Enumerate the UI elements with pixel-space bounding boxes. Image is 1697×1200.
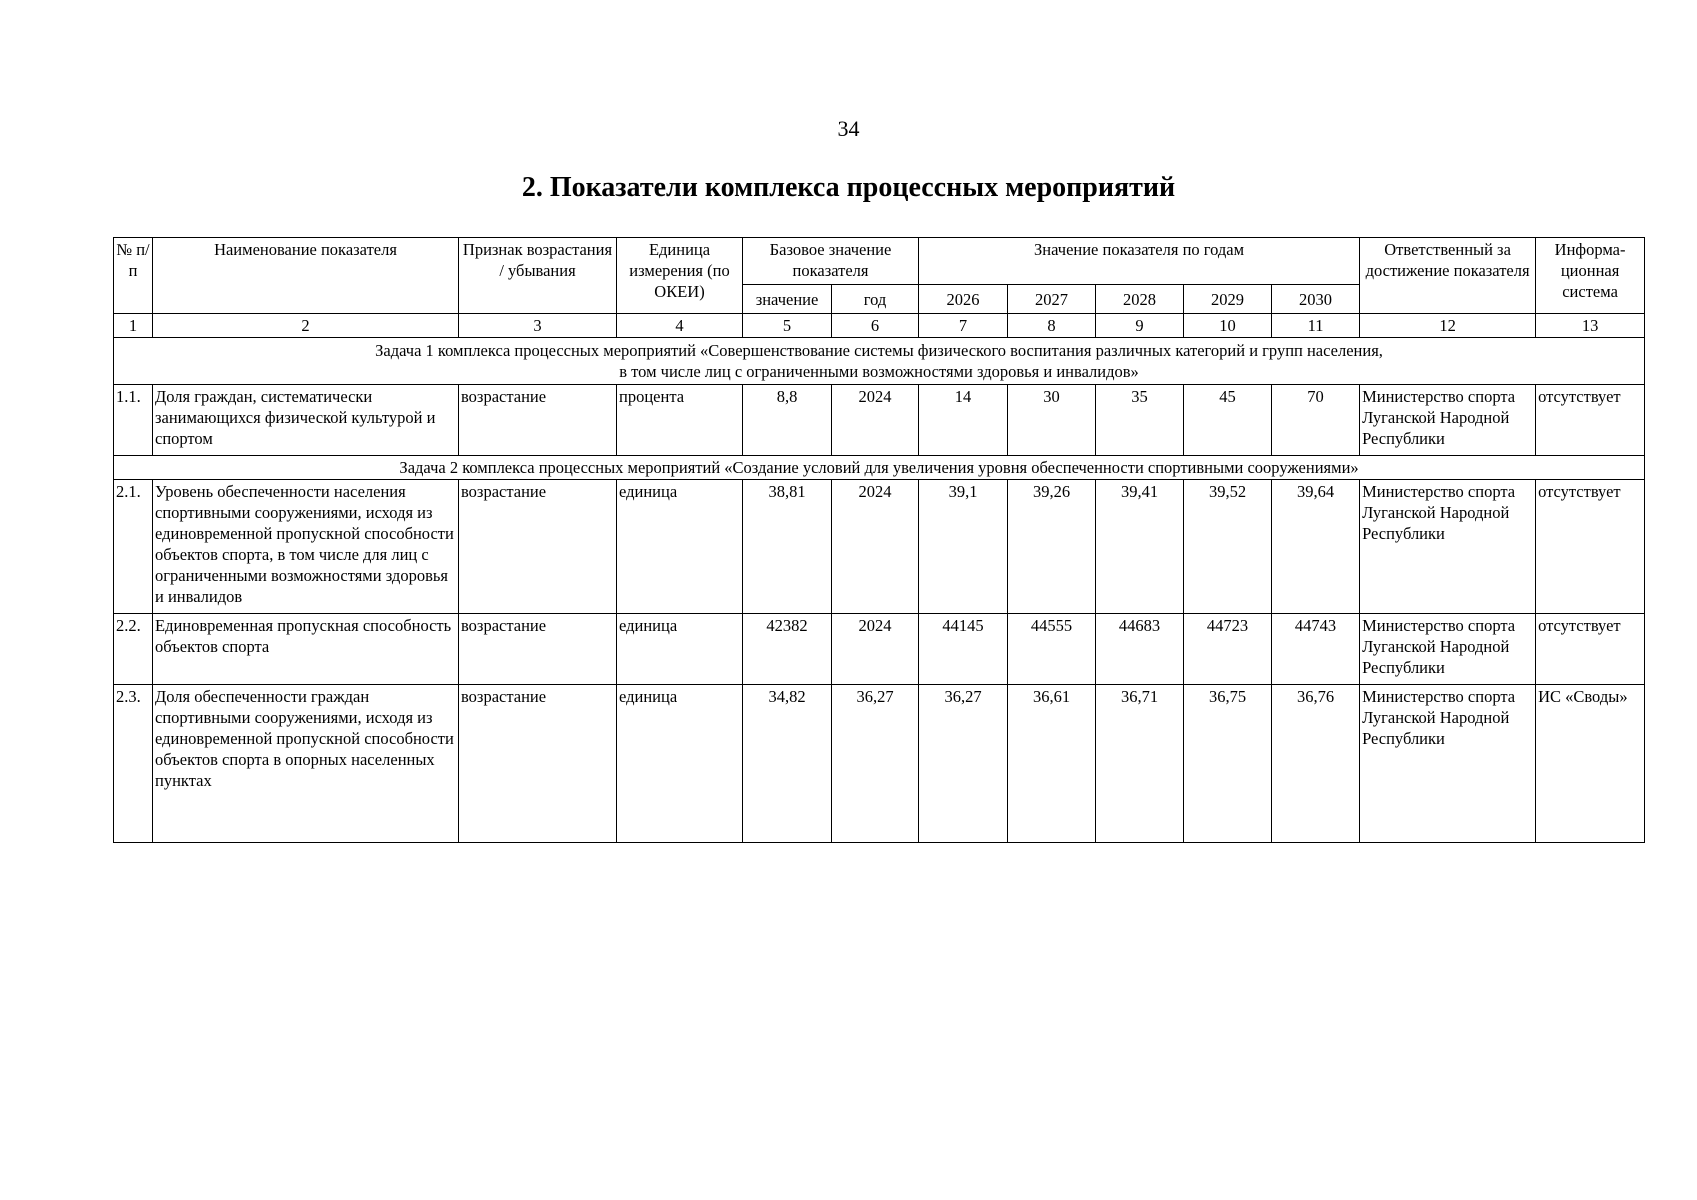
row-base-value: 8,8 [743,385,832,456]
task-row-1 [114,338,1645,385]
column-number: 13 [1536,314,1645,338]
row-name: Уровень обеспеченности населения спортивными сооружениями, исходя из единовременной пропускной способности объектов спорта, в том числе для лиц с ограниченными возможностями здоровья и инвалидов [153,480,459,614]
header-year-2030: 2030 [1272,285,1360,314]
table-row [114,480,1645,614]
row-base-year: 36,27 [832,685,919,843]
row-name: Доля обеспеченности граждан спортивными сооружениями, исходя из единовременной пропускной способности объектов спорта в опорных населенных пунктах [153,685,459,843]
header-year-2026: 2026 [919,285,1008,314]
row-info: ИС «Своды» [1536,685,1645,843]
row-base-year: 2024 [832,385,919,456]
header-row-1 [114,238,1645,285]
column-number: 5 [743,314,832,338]
header-unit: Единица измерения (по ОКЕИ) [617,238,743,314]
row-value-2030: 36,76 [1272,685,1360,843]
row-unit: единица [617,480,743,614]
column-number: 7 [919,314,1008,338]
column-number: 12 [1360,314,1536,338]
task-row-2 [114,456,1645,480]
row-value-2026: 39,1 [919,480,1008,614]
row-unit: единица [617,614,743,685]
header-responsible: Ответственный за достижение показателя [1360,238,1536,314]
page-number: 34 [837,116,860,141]
table-row [114,614,1645,685]
row-sign: возрастание [459,685,617,843]
row-value-2028: 35 [1096,385,1184,456]
row-responsible: Министерство спорта Луганской Народной Республики [1360,685,1536,843]
row-sign: возрастание [459,385,617,456]
row-value-2029: 36,75 [1184,685,1272,843]
row-value-2029: 44723 [1184,614,1272,685]
row-base-value: 38,81 [743,480,832,614]
column-number: 6 [832,314,919,338]
row-value-2027: 44555 [1008,614,1096,685]
row-value-2028: 39,41 [1096,480,1184,614]
column-number: 11 [1272,314,1360,338]
header-base-value: значение [743,285,832,314]
indicators-table [113,237,1645,843]
column-number: 2 [153,314,459,338]
column-number: 8 [1008,314,1096,338]
row-responsible: Министерство спорта Луганской Народной Республики [1360,614,1536,685]
row-responsible: Министерство спорта Луганской Народной Республики [1360,385,1536,456]
task-2-title: Задача 2 комплекса процессных мероприятий «Создание условий для увеличения уровня обеспеченности спортивными сооружениями» [114,456,1645,480]
row-base-value: 34,82 [743,685,832,843]
row-value-2030: 70 [1272,385,1360,456]
header-base-year: год [832,285,919,314]
column-numbers-row [114,314,1645,338]
header-base: Базовое значение показателя [743,238,919,285]
row-name: Единовременная пропускная способность объектов спорта [153,614,459,685]
row-sign: возрастание [459,614,617,685]
row-value-2027: 39,26 [1008,480,1096,614]
table-row [114,685,1645,843]
task-1-title: Задача 1 комплекса процессных мероприятий «Совершенствование системы физического воспитания различных категорий и групп населения, в том числе лиц с ограниченными возможностями здоровья и инвалидов» [114,338,1645,385]
row-value-2026: 14 [919,385,1008,456]
row-num: 1.1. [114,385,153,456]
row-info: отсутствует [1536,614,1645,685]
row-unit: процента [617,385,743,456]
page-title: 2. Показатели комплекса процессных мероприятий [521,172,1176,203]
row-value-2028: 44683 [1096,614,1184,685]
row-base-year: 2024 [832,480,919,614]
row-value-2027: 30 [1008,385,1096,456]
row-num: 2.1. [114,480,153,614]
row-unit: единица [617,685,743,843]
column-number: 4 [617,314,743,338]
header-year-2029: 2029 [1184,285,1272,314]
row-base-value: 42382 [743,614,832,685]
header-num: № п/п [114,238,153,314]
row-responsible: Министерство спорта Луганской Народной Республики [1360,480,1536,614]
header-year-2027: 2027 [1008,285,1096,314]
row-value-2029: 39,52 [1184,480,1272,614]
row-value-2026: 36,27 [919,685,1008,843]
column-number: 9 [1096,314,1184,338]
column-number: 10 [1184,314,1272,338]
row-sign: возрастание [459,480,617,614]
header-years-title: Значение показателя по годам [919,238,1360,285]
row-value-2029: 45 [1184,385,1272,456]
row-value-2026: 44145 [919,614,1008,685]
row-base-year: 2024 [832,614,919,685]
header-info: Информа-ционная система [1536,238,1645,314]
row-info: отсутствует [1536,480,1645,614]
header-year-2028: 2028 [1096,285,1184,314]
header-sign: Признак возрастания / убывания [459,238,617,314]
row-value-2030: 39,64 [1272,480,1360,614]
row-value-2027: 36,61 [1008,685,1096,843]
row-name: Доля граждан, систематически занимающихся физической культурой и спортом [153,385,459,456]
row-value-2028: 36,71 [1096,685,1184,843]
table-row [114,385,1645,456]
row-value-2030: 44743 [1272,614,1360,685]
header-name: Наименование показателя [153,238,459,314]
row-info: отсутствует [1536,385,1645,456]
row-num: 2.3. [114,685,153,843]
column-number: 3 [459,314,617,338]
row-num: 2.2. [114,614,153,685]
column-number: 1 [114,314,153,338]
